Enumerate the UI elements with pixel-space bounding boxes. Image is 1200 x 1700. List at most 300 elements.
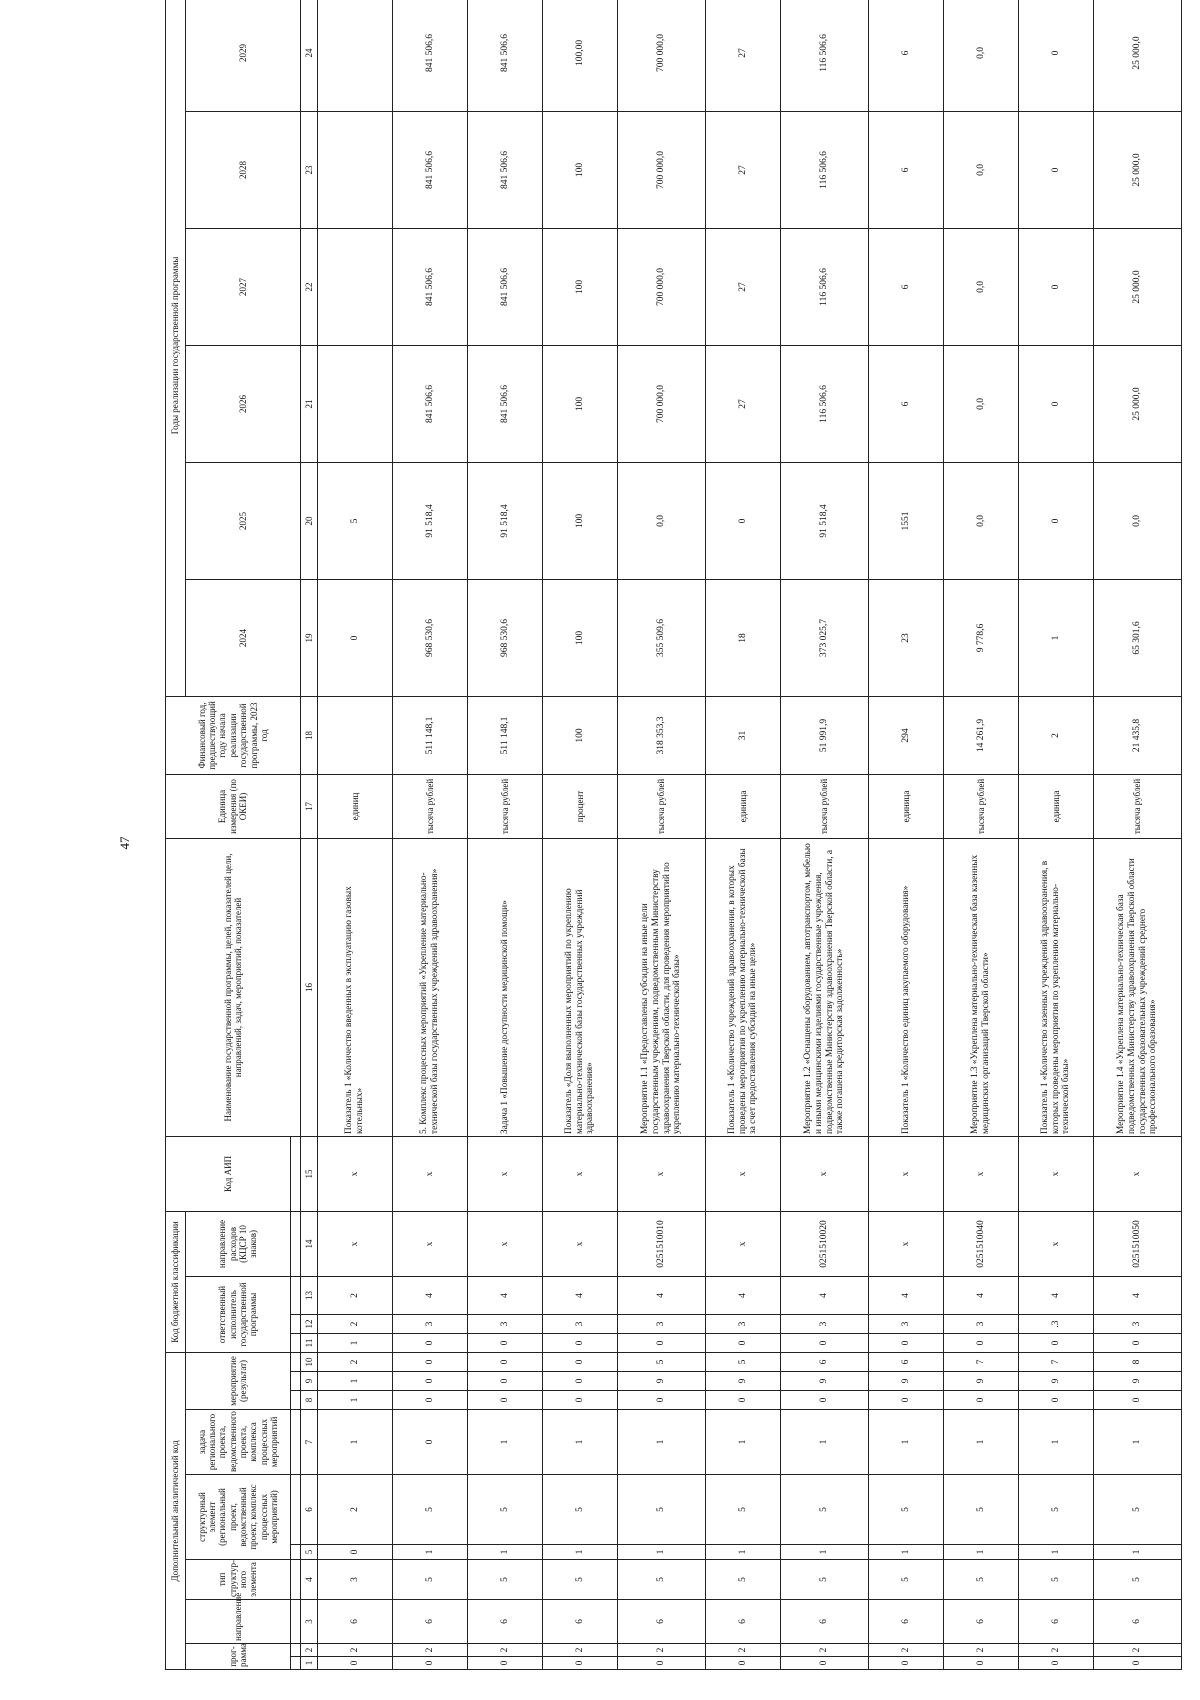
code-cell: 5 [618, 1353, 706, 1372]
code-cell: 5 [468, 1560, 543, 1600]
header-year-2029: 2029 [186, 0, 301, 111]
header-task: задача регионального проекта, ведомственного проекта, комплекса процессных мероприятий [186, 1410, 291, 1475]
year-value-cell: 841 506,6 [393, 111, 468, 228]
unit-cell: процент [543, 774, 618, 838]
year-value-cell: 700 000,0 [618, 111, 706, 228]
year-value-cell: 355 509,6 [618, 579, 706, 696]
header-executor: ответственный исполнитель государственной программы [186, 1277, 291, 1353]
code-cell: 2 [318, 1475, 393, 1545]
year-value-cell: 100 [543, 228, 618, 345]
code-cell: 9 [618, 1372, 706, 1391]
year-value-cell: 1551 [869, 462, 944, 579]
year-value-cell: 0,0 [944, 228, 1019, 345]
fin-year-cell: 2 [1019, 696, 1094, 774]
code-cell: 1 [869, 1410, 944, 1475]
column-number-cell: 3 [301, 1600, 318, 1644]
year-value-cell: 1 [1019, 579, 1094, 696]
code-cell: 5 [543, 1560, 618, 1600]
rotated-table-container [165, 33, 1159, 1670]
code-cell: 2 [618, 1644, 706, 1657]
code-cell: 5 [1094, 1560, 1182, 1600]
code-cell: 0 [543, 1353, 618, 1372]
table-row [1094, 0, 1182, 1670]
code-cell: 9 [781, 1372, 869, 1391]
code-cell: 1 [468, 1410, 543, 1475]
year-value-cell: 6 [869, 228, 944, 345]
code-cell: 6 [706, 1600, 781, 1644]
code-cell: 2 [318, 1277, 393, 1315]
code-cell: 0 [618, 1334, 706, 1353]
code-cell: 5 [393, 1475, 468, 1545]
code-cell: 0 [781, 1391, 869, 1410]
header-event: мероприятие (результат) [186, 1353, 291, 1410]
year-value-cell: 968 530,6 [468, 579, 543, 696]
code-cell: 3 [706, 1315, 781, 1334]
column-number-cell: 20 [301, 462, 318, 579]
code-cell: 5 [706, 1475, 781, 1545]
year-value-cell: 700 000,0 [618, 0, 706, 111]
year-value-cell: 841 506,6 [468, 0, 543, 111]
code-cell: 4 [1019, 1277, 1094, 1315]
year-value-cell: 841 506,6 [393, 0, 468, 111]
code-cell: 1 [468, 1545, 543, 1560]
code-cell: 0 [318, 1657, 393, 1670]
fin-year-cell: 511 148,1 [468, 696, 543, 774]
year-value-cell: 841 506,6 [468, 228, 543, 345]
code-cell: 4 [781, 1277, 869, 1315]
code-cell: 7 [1019, 1353, 1094, 1372]
year-value-cell: 18 [706, 579, 781, 696]
code-cell: х [468, 1136, 543, 1211]
code-cell: .3 [1019, 1315, 1094, 1334]
year-value-cell: 700 000,0 [618, 345, 706, 462]
table-row [706, 0, 781, 1670]
column-number-cell: 5 [301, 1545, 318, 1560]
code-cell: 0 [543, 1372, 618, 1391]
code-cell: 0 [869, 1391, 944, 1410]
code-cell: 2 [1094, 1644, 1182, 1657]
page-number: 47 [117, 836, 132, 850]
code-cell: 5 [618, 1560, 706, 1600]
item-name-cell: Показатель 1 «Количество казенных учреждений здравоохранения, в которых проведены мероприятия по укреплению материально-технической базы» [1019, 838, 1094, 1136]
fin-year-cell: 14 261,9 [944, 696, 1019, 774]
code-cell: 6 [869, 1600, 944, 1644]
fin-year-cell: 21 435,8 [1094, 696, 1182, 774]
code-cell: 3 [393, 1315, 468, 1334]
code-cell: 6 [393, 1600, 468, 1644]
table-row [1019, 0, 1094, 1670]
code-cell: 0 [393, 1353, 468, 1372]
code-cell: х [1019, 1211, 1094, 1276]
code-cell: 1 [393, 1545, 468, 1560]
code-cell: 6 [1094, 1600, 1182, 1644]
year-value-cell: 968 530,6 [393, 579, 468, 696]
year-value-cell: 0 [1019, 345, 1094, 462]
code-cell: 5 [1094, 1475, 1182, 1545]
table-row [543, 0, 618, 1670]
item-name-cell: Показатель «Доля выполненных мероприятий по укреплению материально-технической базы государственных учреждений здравоохранения» [543, 838, 618, 1136]
code-cell: 0 [781, 1657, 869, 1670]
code-cell: 0 [706, 1391, 781, 1410]
year-value-cell: 116 506,6 [781, 345, 869, 462]
code-cell: х [706, 1211, 781, 1276]
item-name-cell: Задача 1 «Повышение доступности медицинской помощи» [468, 838, 543, 1136]
year-value-cell: 23 [869, 579, 944, 696]
code-cell: 1 [869, 1545, 944, 1560]
year-value-cell: 9 778,6 [944, 579, 1019, 696]
code-cell: 0251510040 [944, 1211, 1019, 1276]
code-cell: 0 [468, 1391, 543, 1410]
year-value-cell: 0,0 [944, 0, 1019, 111]
code-cell: 0 [1019, 1391, 1094, 1410]
code-cell: 5 [1019, 1475, 1094, 1545]
code-cell: 5 [944, 1475, 1019, 1545]
column-number-row [301, 0, 318, 1670]
column-number-cell: 13 [301, 1277, 318, 1315]
code-cell: 2 [318, 1644, 393, 1657]
code-cell: 1 [618, 1410, 706, 1475]
code-cell: 0 [869, 1657, 944, 1670]
unit-cell: тысяча рублей [393, 774, 468, 838]
unit-cell: единица [869, 774, 944, 838]
code-cell: 1 [318, 1372, 393, 1391]
year-value-cell: 65 301,6 [1094, 579, 1182, 696]
code-cell: 7 [944, 1353, 1019, 1372]
header-year-2024: 2024 [186, 579, 301, 696]
year-value-cell: 91 518,4 [393, 462, 468, 579]
year-value-cell: 0 [1019, 462, 1094, 579]
column-number-cell: 23 [301, 111, 318, 228]
year-value-cell: 6 [869, 111, 944, 228]
code-cell: 0 [393, 1334, 468, 1353]
code-cell: 4 [468, 1277, 543, 1315]
code-cell: 9 [1019, 1372, 1094, 1391]
code-cell: 5 [706, 1353, 781, 1372]
code-cell: 0 [869, 1334, 944, 1353]
table-body [318, 0, 1182, 1670]
item-name-cell: Мероприятие 1.3 «Укреплена материально-техническая база казенных медицинских организаций Тверской области» [944, 838, 1019, 1136]
code-cell: 1 [543, 1545, 618, 1560]
code-cell: 3 [318, 1560, 393, 1600]
fin-year-cell: 100 [543, 696, 618, 774]
column-number-cell: 17 [301, 774, 318, 838]
unit-cell: единиц [318, 774, 393, 838]
header-direction: направление [186, 1600, 291, 1644]
year-value-cell: 841 506,6 [468, 111, 543, 228]
column-number-cell: 24 [301, 0, 318, 111]
code-cell: 2 [318, 1315, 393, 1334]
item-name-cell: 5. Комплекс процессных мероприятий «Укрепление материально-технической базы государственных учреждений здравоохранения» [393, 838, 468, 1136]
unit-cell: тысяча рублей [781, 774, 869, 838]
code-cell: 8 [1094, 1353, 1182, 1372]
code-cell: х [781, 1136, 869, 1211]
table-row [781, 0, 869, 1670]
code-cell: 2 [944, 1644, 1019, 1657]
year-value-cell: 116 506,6 [781, 228, 869, 345]
year-value-cell: 27 [706, 345, 781, 462]
code-cell: х [618, 1136, 706, 1211]
code-cell: 0 [393, 1372, 468, 1391]
code-cell: 1 [944, 1545, 1019, 1560]
unit-cell: единица [1019, 774, 1094, 838]
item-name-cell: Показатель 1 «Количество учреждений здравоохранения, в которых проведены мероприятия по укреплению материально-технической базы за счет предоставления субсидий на иные цели» [706, 838, 781, 1136]
code-cell: х [318, 1136, 393, 1211]
code-cell: 0 [468, 1334, 543, 1353]
header-expense-direction: направление расходов (КЦСР 10 знаков) [186, 1211, 291, 1276]
column-number-cell: 19 [301, 579, 318, 696]
code-cell: х [706, 1136, 781, 1211]
unit-cell: тысяча рублей [618, 774, 706, 838]
code-cell: 0 [393, 1657, 468, 1670]
column-number-cell: 10 [301, 1353, 318, 1372]
code-cell: 1 [1019, 1545, 1094, 1560]
code-cell: 0 [393, 1410, 468, 1475]
column-number-cell: 8 [301, 1391, 318, 1410]
code-cell: 6 [781, 1353, 869, 1372]
code-cell: 5 [543, 1475, 618, 1545]
year-value-cell: 100 [543, 579, 618, 696]
year-value-cell: 0 [1019, 0, 1094, 111]
code-cell: х [543, 1211, 618, 1276]
code-cell: 0 [543, 1657, 618, 1670]
header-year-2026: 2026 [186, 345, 301, 462]
year-value-cell: 5 [318, 462, 393, 579]
code-cell: 0251510050 [1094, 1211, 1182, 1276]
year-value-cell [318, 0, 393, 111]
code-cell: 2 [318, 1353, 393, 1372]
year-value-cell: 25 000,0 [1094, 345, 1182, 462]
column-number-cell: 4 [301, 1560, 318, 1600]
fin-year-cell: 511 148,1 [393, 696, 468, 774]
code-cell: 9 [1094, 1372, 1182, 1391]
year-value-cell [318, 111, 393, 228]
header-aip-code: Код АИП [166, 1136, 291, 1211]
code-cell: 0251510010 [618, 1211, 706, 1276]
code-cell: х [869, 1211, 944, 1276]
code-cell: 1 [706, 1410, 781, 1475]
code-cell: 2 [543, 1644, 618, 1657]
code-cell: 2 [1019, 1644, 1094, 1657]
code-cell: х [1094, 1136, 1182, 1211]
header-year-2025: 2025 [186, 462, 301, 579]
code-cell: х [1019, 1136, 1094, 1211]
header-name: Наименование государственной программы, целей, показателей цели, направлений, задач, мероприятий, показателей [166, 838, 301, 1136]
code-cell: 1 [1019, 1410, 1094, 1475]
column-number-cell: 6 [301, 1475, 318, 1545]
code-cell: 1 [706, 1545, 781, 1560]
code-cell: 5 [706, 1560, 781, 1600]
year-value-cell: 841 506,6 [393, 345, 468, 462]
year-value-cell: 6 [869, 0, 944, 111]
year-value-cell: 841 506,6 [468, 345, 543, 462]
code-cell: 0 [543, 1334, 618, 1353]
code-cell: 0 [1094, 1334, 1182, 1353]
column-number-cell: 18 [301, 696, 318, 774]
header-program: прог-рамма [186, 1644, 291, 1670]
header-fin-year: Финансовый год, предшествующий году начала реализации государственной программы, 2023 год [166, 696, 301, 774]
code-cell: 6 [468, 1600, 543, 1644]
code-cell: 1 [781, 1545, 869, 1560]
year-value-cell: 100 [543, 345, 618, 462]
column-number-cell: 7 [301, 1410, 318, 1475]
code-cell: х [318, 1211, 393, 1276]
code-cell: 0 [468, 1657, 543, 1670]
column-number-cell: 9 [301, 1372, 318, 1391]
code-cell: 1 [318, 1410, 393, 1475]
item-name-cell: Мероприятие 1.1 «Предоставлены субсидии на иные цели государственным учреждениям, подведомственным Министерству здравоохранения Тверской области, для проведения мероприятий по укреплению материально-технической базы» [618, 838, 706, 1136]
code-cell: 4 [1094, 1277, 1182, 1315]
code-cell: 5 [781, 1560, 869, 1600]
code-cell: 6 [944, 1600, 1019, 1644]
code-cell: 4 [618, 1277, 706, 1315]
table-row [618, 0, 706, 1670]
fin-year-cell: 294 [869, 696, 944, 774]
code-cell: 5 [869, 1475, 944, 1545]
table-row [393, 0, 468, 1670]
rotated-page-wrapper [165, 33, 1159, 1670]
code-cell: 3 [618, 1315, 706, 1334]
code-cell: 0 [1094, 1657, 1182, 1670]
code-cell: 6 [543, 1600, 618, 1644]
year-value-cell: 0,0 [944, 111, 1019, 228]
code-cell: х [468, 1211, 543, 1276]
table-header [166, 0, 318, 1670]
header-unit: Единица измерения (по ОКЕИ) [166, 774, 301, 838]
code-cell: 9 [869, 1372, 944, 1391]
table-row [869, 0, 944, 1670]
year-value-cell: 116 506,6 [781, 0, 869, 111]
year-value-cell: 0 [1019, 228, 1094, 345]
program-table [165, 0, 1182, 1670]
year-value-cell: 0 [706, 462, 781, 579]
year-value-cell: 841 506,6 [393, 228, 468, 345]
fin-year-cell [318, 696, 393, 774]
code-cell: 1 [318, 1334, 393, 1353]
unit-cell: тысяча рублей [468, 774, 543, 838]
code-cell: 0251510020 [781, 1211, 869, 1276]
fin-year-cell: 31 [706, 696, 781, 774]
year-value-cell: 0 [318, 579, 393, 696]
column-number-cell: 22 [301, 228, 318, 345]
code-cell: 2 [393, 1644, 468, 1657]
code-cell: 1 [318, 1391, 393, 1410]
year-value-cell: 25 000,0 [1094, 0, 1182, 111]
year-value-cell: 100,00 [543, 0, 618, 111]
code-cell: 6 [318, 1600, 393, 1644]
code-cell: 0 [618, 1657, 706, 1670]
code-cell: х [869, 1136, 944, 1211]
code-cell: 0 [781, 1334, 869, 1353]
code-cell: 5 [393, 1560, 468, 1600]
code-cell: х [543, 1136, 618, 1211]
code-cell: 4 [543, 1277, 618, 1315]
header-years-title: Годы реализации государственной программы [166, 0, 186, 696]
year-value-cell: 700 000,0 [618, 228, 706, 345]
code-cell: 0 [1094, 1391, 1182, 1410]
year-value-cell: 27 [706, 0, 781, 111]
year-value-cell: 91 518,4 [781, 462, 869, 579]
code-cell: 0 [468, 1372, 543, 1391]
code-cell: 5 [869, 1560, 944, 1600]
year-value-cell: 0,0 [944, 462, 1019, 579]
table-row [468, 0, 543, 1670]
year-value-cell: 0,0 [618, 462, 706, 579]
code-cell: 1 [781, 1410, 869, 1475]
unit-cell: тысяча рублей [944, 774, 1019, 838]
header-additional-code: Дополнительный аналитический код [166, 1353, 186, 1670]
code-cell: 0 [944, 1334, 1019, 1353]
code-cell: 3 [869, 1315, 944, 1334]
code-cell: 3 [468, 1315, 543, 1334]
item-name-cell: Показатель 1 «Количество единиц закупаемого оборудования» [869, 838, 944, 1136]
code-cell: 6 [869, 1353, 944, 1372]
unit-cell: единица [706, 774, 781, 838]
code-cell: 2 [781, 1644, 869, 1657]
column-number-cell: 15 [301, 1136, 318, 1211]
code-cell: 1 [1094, 1545, 1182, 1560]
code-cell: 2 [468, 1644, 543, 1657]
code-cell: 0 [468, 1353, 543, 1372]
table-row [318, 0, 393, 1670]
code-cell: 3 [944, 1315, 1019, 1334]
code-cell: 0 [318, 1545, 393, 1560]
year-value-cell [318, 228, 393, 345]
code-cell: 5 [781, 1475, 869, 1545]
header-type-element: тип структур-ного элемента [186, 1560, 291, 1600]
code-cell: 6 [618, 1600, 706, 1644]
code-cell: 0 [393, 1391, 468, 1410]
code-cell: 1 [543, 1410, 618, 1475]
code-cell: 0 [618, 1391, 706, 1410]
code-cell: 1 [618, 1545, 706, 1560]
year-value-cell: 0,0 [944, 345, 1019, 462]
code-cell: х [393, 1211, 468, 1276]
code-cell: 6 [781, 1600, 869, 1644]
year-value-cell: 373 025,7 [781, 579, 869, 696]
year-value-cell: 116 506,6 [781, 111, 869, 228]
code-cell: 0 [543, 1391, 618, 1410]
code-cell: 4 [869, 1277, 944, 1315]
year-value-cell: 25 000,0 [1094, 228, 1182, 345]
year-value-cell: 91 518,4 [468, 462, 543, 579]
code-cell: 0 [706, 1657, 781, 1670]
code-cell: х [393, 1136, 468, 1211]
item-name-cell: Мероприятие 1.4 «Укреплена материально-техническая база подведомственных Министерству здравоохранения Тверской области государственных образовательных учреждений среднего профессионального образования» [1094, 838, 1182, 1136]
code-cell: 9 [944, 1372, 1019, 1391]
code-cell: 3 [1094, 1315, 1182, 1334]
header-struct-element: структурный элемент (региональный проект, ведомственный проект, комплекс процессных мероприятий) [186, 1475, 291, 1560]
fin-year-cell: 51 991,9 [781, 696, 869, 774]
code-cell: 0 [944, 1657, 1019, 1670]
code-cell: 1 [1094, 1410, 1182, 1475]
header-year-2028: 2028 [186, 111, 301, 228]
year-value-cell: 100 [543, 462, 618, 579]
column-number-cell: 14 [301, 1211, 318, 1276]
code-cell: 1 [944, 1410, 1019, 1475]
fin-year-cell: 318 353,3 [618, 696, 706, 774]
year-value-cell: 100 [543, 111, 618, 228]
column-number-cell: 2 [301, 1644, 318, 1657]
year-value-cell: 0,0 [1094, 462, 1182, 579]
code-cell: 2 [869, 1644, 944, 1657]
code-cell: 4 [706, 1277, 781, 1315]
code-cell: 5 [468, 1475, 543, 1545]
code-cell: 5 [618, 1475, 706, 1545]
item-name-cell: Показатель 1 «Количество введенных в эксплуатацию газовых котельных» [318, 838, 393, 1136]
year-value-cell: 27 [706, 228, 781, 345]
code-cell: 0 [1019, 1334, 1094, 1353]
code-cell: 9 [706, 1372, 781, 1391]
